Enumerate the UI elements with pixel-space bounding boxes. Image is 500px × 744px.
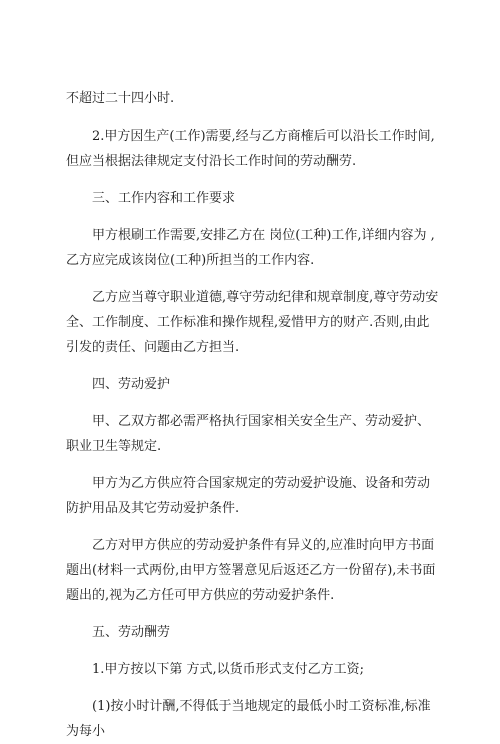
paragraph-safety-regulations: 甲、乙双方都必需严格执行国家相关安全生产、劳动爱护、职业卫生等规定.: [66, 414, 431, 454]
paragraph-hourly-pay: (1)按小时计酬,不得低于当地规定的最低小时工资标准,标准为每小: [66, 699, 431, 739]
paragraph-payment-method: 1.甲方按以下第 方式,以货币形式支付乙方工资;: [92, 662, 365, 677]
paragraph-protection-equipment: 甲方为乙方供应符合国家规定的劳动爱护设施、设备和劳动防护用品及其它劳动爱护条件.: [66, 476, 431, 516]
paragraph-job-assignment: 甲方根刷工作需要,安排乙方在 岗位(工种)工作,详细内容为 ,乙方应完成该岗位(工种)所担当的工作内容.: [66, 228, 435, 268]
section-heading-labor-protection: 四、劳动爱护: [92, 377, 171, 392]
section-heading-work-content: 三、工作内容和工作要求: [92, 191, 236, 206]
section-heading-remuneration: 五、劳动酬劳: [92, 625, 171, 640]
paragraph-professional-ethics: 乙方应当尊守职业道德,尊守劳动纪律和规章制度,尊守劳动安全、工作制度、工作标准和操作规程,爱惜甲方的财产.否则,由此引发的责任、问题由乙方担当.: [66, 290, 439, 355]
paragraph-working-hours-limit: 不超过二十四小时.: [66, 91, 175, 106]
paragraph-overtime-clause: 2.甲方因生产(工作)需要,经与乙方商榷后可以沿长工作时间,但应当根据法律规定支付沿长工作时间的劳动酬劳.: [66, 129, 435, 169]
paragraph-protection-objection: 乙方对甲方供应的劳动爱护条件有异义的,应准时向甲方书面题出(材料一式两份,由甲方签署意见后返还乙方一份留存),未书面题出的,视为乙方任可甲方供应的劳动爱护条件.: [66, 538, 436, 603]
document-body: [66, 86, 441, 744]
